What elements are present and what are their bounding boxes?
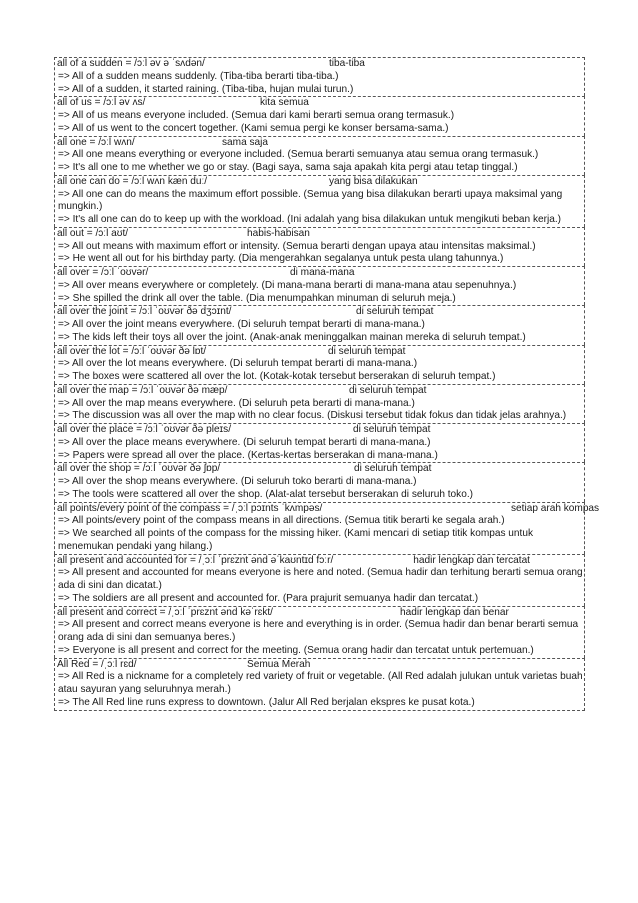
example-line: => All over means everywhere or completely. (Di mana-mana berarti di mana-mana atau sepenuhnya.) (58, 279, 517, 291)
entry-headword (57, 306, 584, 319)
translation: habis-habisan (247, 227, 310, 239)
example-line: => All over the place means everywhere. (Di seluruh tempat berarti di mana-mana.) (58, 436, 431, 448)
entry-headword (57, 176, 584, 189)
entry-headword (57, 137, 584, 150)
headword-pronunciation: all over the joint = /ɔːl ˈoʊvər ðə dʒɔɪnt/ (57, 306, 232, 318)
glossary-entry (54, 462, 585, 501)
translation: di mana-mana (290, 267, 355, 278)
example-line: => All of us went to the concert together. (Kami semua pergi ke konser bersama-sama.) (58, 122, 449, 134)
headword-pronunciation: all over the map = /ɔːl ˈoʊvər ðə mæp/ (57, 384, 228, 396)
glossary-entry (54, 266, 585, 305)
glossary-entry (54, 658, 585, 711)
headword-pronunciation: all points/every point of the compass = /ˌɔːl pɔɪnts ˈkʌmpəs/ (57, 502, 323, 514)
glossary-entry (54, 606, 585, 658)
example-line: => The boxes were scattered all over the lot. (Kotak-kotak tersebut berserakan di seluruh tempat.) (58, 371, 496, 382)
headword-pronunciation: all one = /ɔːl wʌn/ (57, 136, 135, 148)
glossary-entry (54, 345, 585, 384)
entry-headword (57, 607, 584, 620)
entry-headword (57, 267, 584, 280)
headword-pronunciation: All Red = /ˌɔːl rɛd/ (57, 658, 137, 670)
example-line: => All of a sudden means suddenly. (Tiba-tiba berarti tiba-tiba.) (58, 70, 339, 82)
glossary-entry (54, 502, 600, 554)
example-line: => All points/every point of the compass means in all directions. (Semua titik berarti ke segala arah.) (58, 515, 505, 527)
translation: tiba-tiba (329, 58, 365, 69)
example-line: => All over the map means everywhere. (Di seluruh peta berarti di mana-mana.) (58, 397, 415, 409)
example-line: => He went all out for his birthday party. (Dia mengerahkan segalanya untuk pesta ulang tahunnya.) (58, 253, 504, 265)
example-line: => It's all one to me whether we go or stay. (Bagi saya, sama saja apakah kita pergi atau tetap tinggal.) (58, 162, 518, 173)
headword-pronunciation: all over the lot = /ɔːl ˈoʊvər ðə lɒt/ (57, 345, 207, 357)
example-line: => All over the joint means everywhere. (Di seluruh tempat berarti di mana-mana.) (58, 319, 425, 330)
headword-pronunciation: all over = /ɔːl ˈoʊvər/ (57, 267, 149, 278)
headword-pronunciation: all present and accounted for = /ˌɔːl ˈprɛznt ənd əˈkaʊntɪd fɔːr/ (57, 554, 334, 566)
translation: yang bisa dilakukan (329, 175, 418, 187)
headword-pronunciation: all over the shop = /ɔːl ˈoʊvər ðə ʃɒp/ (57, 463, 221, 475)
entry-headword (57, 97, 584, 110)
translation: sama saja (222, 136, 269, 148)
translation: kita semua (260, 97, 309, 109)
example-line: => All out means with maximum effort or intensity. (Semua berarti dengan upaya atau intensitas maksimal.) (58, 240, 536, 252)
example-line: => All present and correct means everyone is here and everything is in order. (Semua hadir dan benar berarti semua orang ada di sini dan semuanya beres.) (58, 619, 579, 643)
headword-pronunciation: all of us = /ɔːl əv ʌs/ (57, 97, 146, 109)
example-line: => The tools were scattered all over the shop. (Alat-alat tersebut berserakan di seluruh toko.) (58, 488, 474, 500)
entry-headword (57, 424, 584, 437)
glossary-entry (54, 423, 585, 462)
glossary-entry (54, 136, 585, 175)
glossary-entry (54, 96, 585, 135)
entry-headword (57, 463, 584, 476)
example-line: => The kids left their toys all over the joint. (Anak-anak meninggalkan mainan mereka di seluruh tempat.) (58, 331, 526, 343)
example-line: => The discussion was all over the map with no clear focus. (Diskusi tersebut tidak fokus dan tidak jelas arahnya.) (58, 410, 567, 422)
entry-headword (57, 346, 584, 359)
example-line: => It's all one can do to keep up with the workload. (Ini adalah yang bisa dilakukan untuk mengikuti beban kerja.) (58, 214, 562, 225)
glossary-entry (54, 554, 585, 606)
translation: hadir lengkap dan tercatat (413, 554, 530, 566)
translation: di seluruh tempat (349, 384, 427, 396)
example-line: => Everyone is all present and correct for the meeting. (Semua orang hadir dan tercatat untuk pertemuan.) (58, 644, 534, 656)
headword-pronunciation: all one can do = /ɔːl wʌn kæn duː/ (57, 175, 208, 187)
example-line: => All one means everything or everyone included. (Semua berarti semuanya atau semua orang termasuk.) (58, 149, 539, 161)
example-line: => All of a sudden, it started raining. (Tiba-tiba, hujan mulai turun.) (58, 83, 354, 95)
entry-headword (57, 385, 584, 398)
example-line: => All of us means everyone included. (Semua dari kami berarti semua orang termasuk.) (58, 110, 455, 121)
headword-pronunciation: all of a sudden = /ɔːl əv ə ˈsʌdən/ (57, 58, 205, 69)
headword-pronunciation: all present and correct = /ˌɔːl ˈprɛznt ənd kəˈrɛkt/ (57, 606, 273, 618)
headword-pronunciation: all out = /ɔːl aʊt/ (57, 227, 129, 239)
glossary-entry (54, 175, 585, 227)
translation: Semua Merah (247, 658, 311, 670)
example-line: => All one can do means the maximum effort possible. (Semua yang bisa dilakukan berarti upaya maksimal yang mungkin.) (58, 188, 563, 213)
glossary-entry (54, 305, 585, 344)
example-line: => The soldiers are all present and accounted for. (Para prajurit semuanya hadir dan tercatat.) (58, 592, 479, 604)
example-line: => She spilled the drink all over the table. (Dia menumpahkan minuman di seluruh meja.) (58, 292, 456, 304)
entry-headword (57, 502, 600, 516)
glossary-entry (54, 227, 585, 266)
entry-headword (57, 58, 584, 71)
entry-headword (57, 555, 584, 568)
example-line: => The All Red line runs express to downtown. (Jalur All Red berjalan ekspres ke pusat kota.) (58, 696, 475, 708)
example-line: => We searched all points of the compass for the missing hiker. (Kami mencari di setiap titik kompas untuk menemukan pendaki yang hilang.) (58, 528, 533, 552)
translation: di seluruh tempat (356, 306, 434, 318)
translation: hadir lengkap dan benar (400, 606, 509, 618)
glossary-entry (54, 57, 585, 96)
example-line: => All Red is a nickname for a completely red variety of fruit or vegetable. (All Red adalah julukan untuk varietas buah atau sayuran yang seluruhnya merah.) (58, 671, 583, 695)
example-line: => All present and accounted for means everyone is here and noted. (Semua hadir dan terhitung berarti semua orang ada di sini dan dicatat.) (58, 567, 583, 591)
translation: di seluruh tempat (328, 345, 406, 357)
glossary-entry (54, 384, 585, 423)
translation: setiap arah kompas (511, 502, 600, 514)
example-line: => Papers were spread all over the place. (Kertas-kertas berserakan di mana-mana.) (58, 449, 438, 461)
phrase-glossary (54, 57, 600, 711)
example-line: => All over the lot means everywhere. (Di seluruh tempat berarti di mana-mana.) (58, 358, 418, 370)
example-line: => All over the shop means everywhere. (Di seluruh toko berarti di mana-mana.) (58, 476, 417, 487)
entry-headword (57, 228, 584, 241)
translation: di seluruh tempat (353, 424, 431, 435)
headword-pronunciation: all over the place = /ɔːl ˈoʊvər ðə pleɪs/ (57, 424, 231, 435)
entry-headword (57, 659, 584, 672)
translation: di seluruh tempat (354, 463, 432, 475)
